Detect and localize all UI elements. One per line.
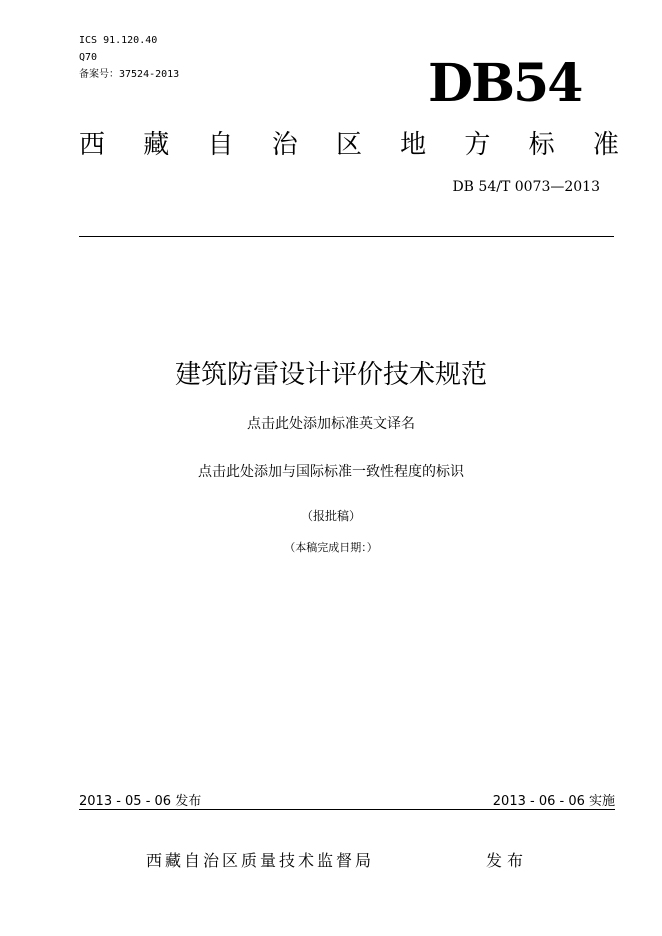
standard-type-header bbox=[79, 127, 619, 163]
header-divider bbox=[79, 236, 614, 237]
issue-label: 发布 bbox=[486, 851, 529, 870]
consistency-placeholder: 点击此处添加与国际标准一致性程度的标识 bbox=[198, 464, 464, 480]
implement-date: 2013 - 06 - 06 实施 bbox=[492, 794, 615, 809]
ccs-code: Q70 bbox=[79, 52, 98, 63]
document-title: 建筑防雷设计评价技术规范 bbox=[174, 360, 487, 390]
header-char: 地 bbox=[400, 130, 427, 160]
record-number: 备案号：37524-2013 bbox=[79, 69, 180, 80]
header-char: 西 bbox=[79, 130, 106, 160]
header-char: 标 bbox=[528, 130, 555, 160]
completion-date: （本稿完成日期：） bbox=[284, 541, 378, 554]
header-char: 方 bbox=[464, 130, 491, 160]
header-char: 准 bbox=[592, 130, 619, 160]
ics-code: ICS 91.120.40 bbox=[79, 35, 158, 46]
header-char: 自 bbox=[207, 130, 234, 160]
header-char: 藏 bbox=[143, 130, 170, 160]
english-title-placeholder: 点击此处添加标准英文译名 bbox=[247, 416, 415, 432]
publish-date: 2013 - 05 - 06 发布 bbox=[79, 794, 202, 809]
header-char: 区 bbox=[335, 130, 362, 160]
draft-status: （报批稿） bbox=[300, 509, 361, 523]
issuing-authority: 西藏自治区质量技术监督局 bbox=[146, 851, 375, 870]
db-logo: DB54 bbox=[428, 53, 582, 114]
header-char: 治 bbox=[271, 130, 298, 160]
standard-number: DB 54/T 0073—2013 bbox=[452, 179, 600, 195]
footer-divider bbox=[79, 809, 615, 810]
